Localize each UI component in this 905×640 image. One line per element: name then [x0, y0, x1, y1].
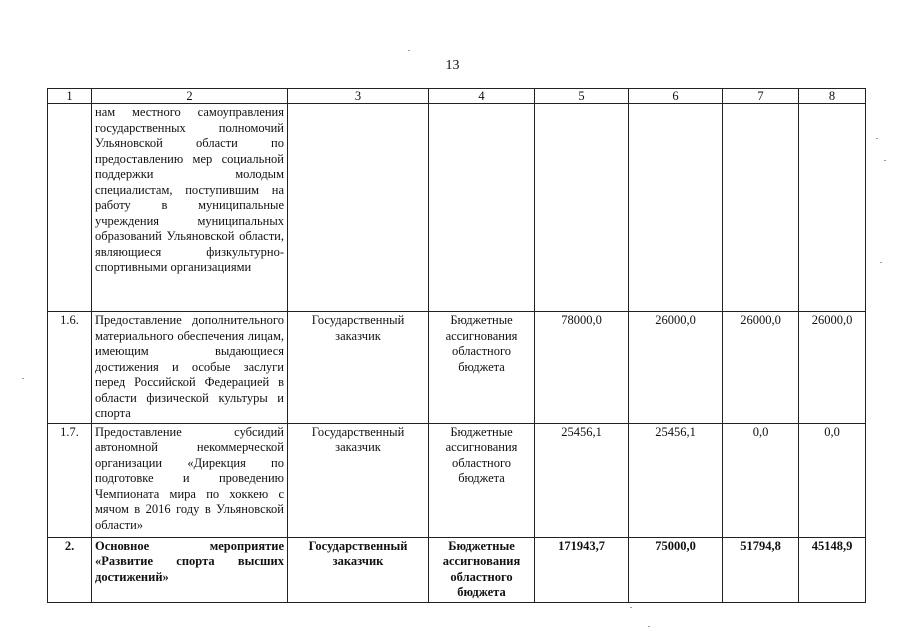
- row-number: [48, 104, 92, 312]
- row-value-col7: 51794,8: [723, 537, 799, 602]
- row-description: Предоставление дополнительного материального обеспечения лицам, имеющим выдающиеся достижения и особые заслуги перед Российской Федерацией в области физической культуры и спорта: [92, 312, 288, 424]
- header-row: [48, 89, 866, 104]
- table-row: [48, 104, 866, 312]
- scan-speck: [880, 262, 882, 263]
- table-row: [48, 312, 866, 424]
- column-header-5: 5: [535, 89, 629, 104]
- row-value-col6: 75000,0: [629, 537, 723, 602]
- row-value-col8: 45148,9: [799, 537, 866, 602]
- page-number: 13: [445, 58, 460, 73]
- row-value-col5: 78000,0: [535, 312, 629, 424]
- row-description: нам местного самоуправления государственных полномочий Ульяновской области по предоставлению мер социальной поддержки молодым специалистам, поступившим на работу в муниципальные учреждения муниципальных образований Ульяновской области, являющиеся физкультурно-спортивными организациями: [92, 104, 288, 312]
- row-number: 1.6.: [48, 312, 92, 424]
- row-funding-source: [429, 104, 535, 312]
- row-value-col6: [629, 104, 723, 312]
- scan-speck: [630, 607, 632, 608]
- row-value-col5: 171943,7: [535, 537, 629, 602]
- row-funding-source: Бюджетные ассигнования областного бюджета: [429, 312, 535, 424]
- row-customer: Государственный заказчик: [288, 537, 429, 602]
- row-value-col7: 0,0: [723, 423, 799, 537]
- row-number: 2.: [48, 537, 92, 602]
- row-value-col8: 0,0: [799, 423, 866, 537]
- row-value-col6: 26000,0: [629, 312, 723, 424]
- row-description: Основное мероприятие «Развитие спорта высших достижений»: [92, 537, 288, 602]
- column-header-8: 8: [799, 89, 866, 104]
- row-customer: Государственный заказчик: [288, 312, 429, 424]
- table-row: [48, 423, 866, 537]
- column-header-3: 3: [288, 89, 429, 104]
- row-value-col6: 25456,1: [629, 423, 723, 537]
- row-value-col7: 26000,0: [723, 312, 799, 424]
- row-customer: Государственный заказчик: [288, 423, 429, 537]
- scan-speck: [876, 138, 878, 139]
- row-funding-source: Бюджетные ассигнования областного бюджета: [429, 423, 535, 537]
- column-header-4: 4: [429, 89, 535, 104]
- row-value-col8: 26000,0: [799, 312, 866, 424]
- row-customer: [288, 104, 429, 312]
- scan-speck: [884, 160, 886, 161]
- row-number: 1.7.: [48, 423, 92, 537]
- scan-speck: [22, 378, 24, 379]
- column-header-6: 6: [629, 89, 723, 104]
- column-header-1: 1: [48, 89, 92, 104]
- row-value-col8: [799, 104, 866, 312]
- column-header-2: 2: [92, 89, 288, 104]
- row-value-col5: [535, 104, 629, 312]
- scan-speck: [648, 626, 650, 627]
- table-row: [48, 537, 866, 602]
- row-description: Предоставление субсидий автономной некоммерческой организации «Дирекция по подготовке и проведению Чемпионата мира по хоккею с мячом в 2016 году в Ульяновской области»: [92, 423, 288, 537]
- row-value-col7: [723, 104, 799, 312]
- row-funding-source: Бюджетные ассигнования областного бюджета: [429, 537, 535, 602]
- budget-table: [47, 88, 866, 603]
- column-header-7: 7: [723, 89, 799, 104]
- scan-speck: [408, 50, 410, 51]
- row-value-col5: 25456,1: [535, 423, 629, 537]
